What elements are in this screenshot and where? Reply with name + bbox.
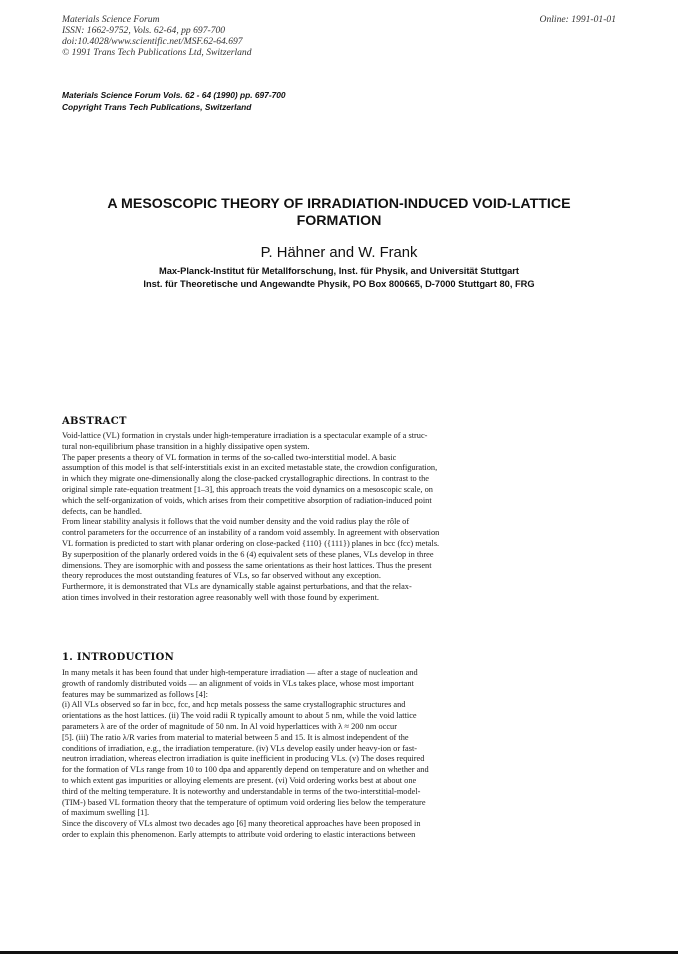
journal-citation <box>62 90 286 113</box>
text-line: In many metals it has been found that under high-temperature irradiation — after a stage of nucleation and <box>62 668 418 677</box>
text-line: third of the melting temperature. It is noteworthy and understandable in terms of the two-interstitial-model- <box>62 786 421 796</box>
text-line: defects, can be handled. <box>62 506 142 516</box>
text-line: neutron irradiation, whereas electron irradiation is quite inefficient in producing VLs. (v) The doses required <box>62 754 425 764</box>
online-date: Online: 1991-01-01 <box>539 14 616 25</box>
meta-line: ISSN: 1662-9752, Vols. 62-64, pp 697-700 <box>62 25 226 36</box>
page-bottom-rule <box>0 951 678 954</box>
text-line: control parameters for the occurrence of an instability of a random void assembly. In agreement with observation <box>62 528 440 538</box>
affiliation-line: Max-Planck-Institut für Metallforschung, Inst. für Physik, and Universität Stuttgart <box>158 266 520 276</box>
text-line: The paper presents a theory of VL formation in terms of the so-called two-interstitial model. A basic <box>62 452 397 462</box>
text-line: Since the discovery of VLs almost two decades ago [6] many theoretical approaches have been proposed in <box>62 819 421 829</box>
text-line: (i) All VLs observed so far in bcc, fcc, and hcp metals possess the same crystallographic structures and <box>62 700 406 710</box>
publication-metadata <box>62 14 252 58</box>
meta-line: doi:10.4028/www.scientific.net/MSF.62-64.697 <box>62 36 243 47</box>
text-line: of maximum swelling [1]. <box>62 808 150 818</box>
text-line: dimensions. They are isomorphic with and possess the same orientations as their host lattices. Thus the present <box>62 560 432 570</box>
meta-line: © 1991 Trans Tech Publications Ltd, Switzerland <box>62 47 252 58</box>
text-line: Furthermore, it is demonstrated that VLs are dynamically stable against perturbations, and that the relax- <box>62 582 412 592</box>
text-line: (TIM-) based VL formation theory that the temperature of optimum void ordering lies below the temperature <box>62 797 426 807</box>
affiliation-line: Inst. für Theoretische und Angewandte Physik, PO Box 800665, D-7000 Stuttgart 80, FRG <box>143 278 535 289</box>
text-line: original simple rate-equation treatment [1–3], this approach treats the void dynamics on a mesoscopic scale, on <box>62 484 433 494</box>
text-line: VL formation is predicted to start with planar ordering on close-packed {110} ({111}) planes in bcc (fcc) metals. <box>62 538 440 548</box>
text-line: orientations as the host lattices. (ii) The void radii R typically amount to about 5 nm, while the void lattice <box>62 711 417 721</box>
text-line: From linear stability analysis it follows that the void number density and the void radius play the rôle of <box>62 517 410 527</box>
title-line: A MESOSCOPIC THEORY OF IRRADIATION-INDUCED VOID-LATTICE <box>107 196 571 212</box>
copyright-line: Copyright Trans Tech Publications, Switzerland <box>62 101 252 112</box>
text-line: [5]. (iii) The ratio λ/R varies from material to material between 5 and 15. It is almost independent of the <box>62 732 409 742</box>
text-line: to which extent gas impurities or alloying elements are present. (vi) Void ordering works best at about one <box>62 775 417 785</box>
text-line: order to explain this phenomenon. Early attempts to attribute void ordering to elastic interactions between <box>62 829 416 839</box>
meta-line: Materials Science Forum <box>62 14 160 25</box>
abstract-body <box>62 431 439 604</box>
text-line: for the formation of VLs range from 10 to 100 dpa and apparently depend on temperature and on whether and <box>62 765 429 775</box>
text-line: assumption of this model is that self-interstitials exist in an excited metastable state, the crowdion configuration, <box>62 463 438 473</box>
text-line: By superposition of the planarly ordered voids in the 6 (4) equivalent sets of these planes, VLs develop in three <box>62 549 434 559</box>
paper-title <box>40 196 638 230</box>
text-line: parameters λ are of the order of magnitude of 50 nm. In Al void hyperlattices with λ ≈ 200 nm occur <box>62 721 397 731</box>
text-line: which the self-organization of voids, which arises from their competitive absorption of radiation-induced point <box>62 495 432 505</box>
authors: P. Hähner and W. Frank <box>260 245 418 261</box>
text-line: ation times involved in their restoration agree reasonably well with those found by experiment. <box>62 592 379 602</box>
text-line: theory reproduces the most outstanding features of VLs, so far observed without any exception. <box>62 571 381 581</box>
text-line: features may be summarized as follows [4]: <box>62 689 208 699</box>
introduction-body <box>62 668 429 841</box>
title-line: FORMATION <box>296 213 382 229</box>
text-line: in which they migrate one-dimensionally along the close-packed crystallographic directions. In contrast to the <box>62 474 430 484</box>
text-line: tural non-equilibrium phase transition in a highly dissipative open system. <box>62 441 310 451</box>
affiliation <box>40 265 638 290</box>
text-line: Void-lattice (VL) formation in crystals under high-temperature irradiation is a spectacular example of a struc- <box>62 431 428 440</box>
journal-line: Materials Science Forum Vols. 62 - 64 (1990) pp. 697-700 <box>62 90 286 100</box>
abstract-heading: ABSTRACT <box>62 416 127 427</box>
introduction-heading: 1. INTRODUCTION <box>62 652 175 663</box>
text-line: conditions of irradiation, e.g., the irradiation temperature. (iv) VLs develop easily under heavy-ion or fast- <box>62 743 418 753</box>
text-line: growth of randomly distributed voids — an alignment of voids in VLs takes place, whose most important <box>62 678 414 688</box>
